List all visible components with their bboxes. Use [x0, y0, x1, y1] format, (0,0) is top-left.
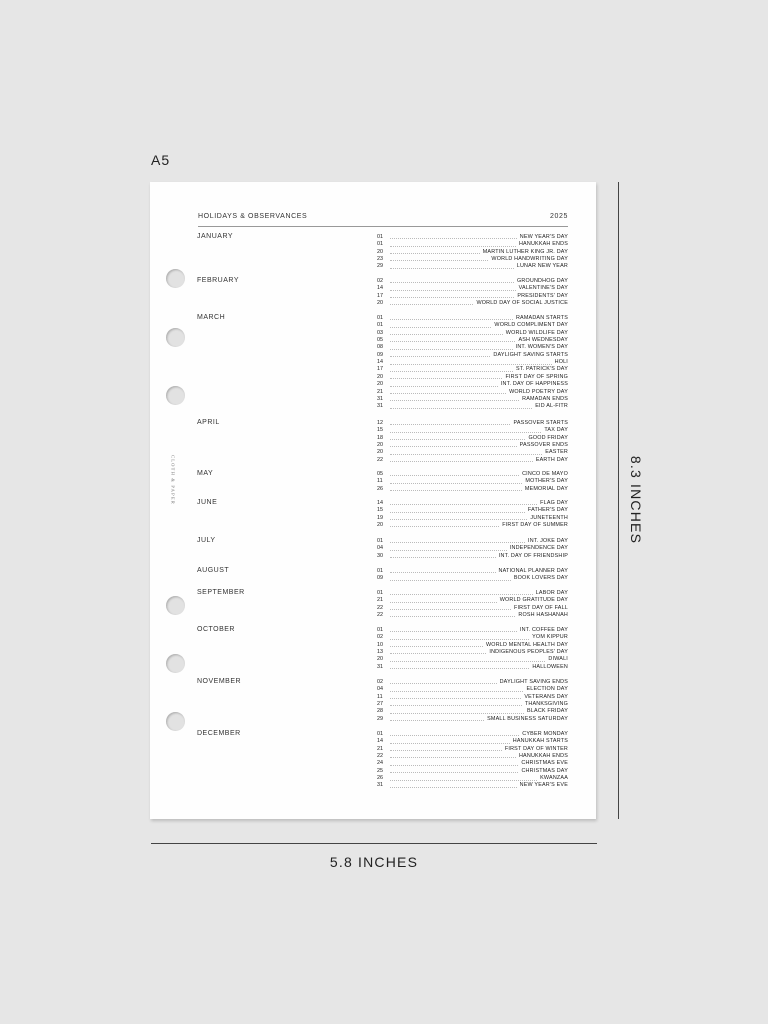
- holiday-name: EARTH DAY: [535, 456, 568, 463]
- holiday-name: ROSH HASHANAH: [518, 612, 568, 619]
- holiday-date: 01: [377, 322, 383, 329]
- dotted-leader: [390, 432, 541, 433]
- brand-mark: CLOTH & PAPER: [170, 455, 176, 505]
- holiday-name: RAMADAN ENDS: [522, 395, 568, 402]
- holiday-date: 22: [377, 753, 383, 760]
- holiday-row: [377, 515, 568, 522]
- holiday-row: [377, 746, 568, 753]
- holiday-row: [377, 679, 568, 686]
- holiday-name: INT. DAY OF HAPPINESS: [500, 381, 568, 388]
- holiday-date: 20: [377, 373, 383, 380]
- holiday-name: MARTIN LUTHER KING JR. DAY: [482, 248, 568, 255]
- dotted-leader: [390, 772, 518, 773]
- holiday-date: 29: [377, 715, 383, 722]
- holiday-row: [377, 507, 568, 514]
- holiday-date: 20: [377, 248, 383, 255]
- holiday-date: 04: [377, 686, 383, 693]
- holiday-name: MOTHER'S DAY: [525, 478, 568, 485]
- holiday-date: 20: [377, 300, 383, 307]
- holiday-date: 03: [377, 329, 383, 336]
- holiday-name: LABOR DAY: [535, 590, 568, 596]
- dotted-leader: [390, 743, 510, 744]
- holiday-date: 22: [377, 612, 383, 619]
- header-divider: [198, 226, 568, 227]
- holiday-date: 14: [377, 500, 383, 506]
- holiday-name: INDIGENOUS PEOPLES' DAY: [489, 649, 568, 656]
- holiday-date: 15: [377, 427, 383, 434]
- holiday-date: 15: [377, 507, 383, 514]
- dotted-leader: [390, 282, 514, 283]
- page-title: HOLIDAYS & OBSERVANCES: [198, 213, 308, 220]
- holiday-name: DIWALI: [548, 656, 568, 663]
- holiday-row: [377, 256, 568, 263]
- holiday-row: [377, 627, 568, 634]
- holiday-date: 27: [377, 701, 383, 708]
- holiday-date: 01: [377, 731, 383, 737]
- holiday-row: [377, 374, 568, 381]
- holiday-name: PASSOVER STARTS: [513, 420, 568, 426]
- holiday-date: 11: [377, 693, 383, 700]
- holiday-row: [377, 352, 568, 359]
- holiday-row: [377, 753, 568, 760]
- dotted-leader: [390, 446, 517, 447]
- dotted-leader: [390, 750, 502, 751]
- dotted-leader: [390, 238, 517, 239]
- month-label: APRIL: [197, 419, 220, 426]
- dotted-leader: [390, 691, 523, 692]
- holiday-row: [377, 285, 568, 292]
- punch-hole: [166, 712, 185, 731]
- holiday-date: 09: [377, 351, 383, 358]
- holiday-date: 20: [377, 522, 383, 529]
- holiday-date: 05: [377, 337, 383, 344]
- holiday-row: [377, 545, 568, 552]
- holiday-name: THANKSGIVING: [524, 701, 568, 708]
- planner-page: [150, 182, 596, 819]
- dotted-leader: [390, 705, 522, 706]
- holiday-name: INT. WOMEN'S DAY: [515, 344, 568, 351]
- dotted-leader: [390, 735, 519, 736]
- dotted-leader: [390, 698, 521, 699]
- holiday-date: 30: [377, 552, 383, 559]
- holiday-name: KWANZAA: [540, 775, 568, 782]
- holiday-name: ASH WEDNESDAY: [518, 337, 568, 344]
- holiday-row: [377, 731, 568, 738]
- dotted-leader: [390, 557, 496, 558]
- holiday-row: [377, 427, 568, 434]
- holiday-row: [377, 330, 568, 337]
- holiday-name: INT. JOKE DAY: [528, 538, 568, 544]
- holiday-row: [377, 538, 568, 545]
- dotted-leader: [390, 550, 507, 551]
- holiday-date: 14: [377, 359, 383, 366]
- dotted-leader: [390, 713, 524, 714]
- holiday-row: [377, 442, 568, 449]
- dotted-leader: [390, 341, 515, 342]
- holiday-row: [377, 664, 568, 671]
- dotted-leader: [390, 439, 525, 440]
- dotted-leader: [390, 475, 519, 476]
- holiday-row: [377, 649, 568, 656]
- dotted-leader: [390, 349, 513, 350]
- holiday-name: MEMORIAL DAY: [524, 485, 568, 492]
- holiday-name: FLAG DAY: [540, 500, 568, 506]
- dotted-leader: [390, 787, 517, 788]
- holiday-date: 05: [377, 471, 383, 477]
- holiday-date: 18: [377, 434, 383, 441]
- dotted-leader: [390, 319, 513, 320]
- month-label: JANUARY: [197, 233, 234, 240]
- holiday-date: 02: [377, 278, 383, 284]
- holiday-row: [377, 435, 568, 442]
- holiday-date: 08: [377, 344, 383, 351]
- dotted-leader: [390, 386, 498, 387]
- holiday-row: [377, 300, 568, 307]
- dotted-leader: [390, 594, 533, 595]
- holiday-date: 02: [377, 679, 383, 685]
- holiday-row: [377, 449, 568, 456]
- dotted-leader: [390, 408, 532, 409]
- holiday-name: DAYLIGHT SAVING ENDS: [499, 679, 568, 685]
- holiday-row: [377, 234, 568, 241]
- holiday-row: [377, 568, 568, 575]
- month-label: MAY: [197, 470, 214, 477]
- holiday-date: 02: [377, 634, 383, 641]
- holiday-date: 29: [377, 263, 383, 270]
- holiday-name: HANUKKAH ENDS: [518, 753, 568, 760]
- holiday-name: FIRST DAY OF SUMMER: [502, 522, 568, 529]
- height-dimension-line: [618, 182, 619, 819]
- holiday-row: [377, 396, 568, 403]
- month-label: JUNE: [197, 499, 218, 506]
- month-label: NOVEMBER: [197, 678, 242, 685]
- dotted-leader: [390, 268, 514, 269]
- holiday-date: 22: [377, 456, 383, 463]
- dotted-leader: [390, 260, 488, 261]
- holiday-row: [377, 420, 568, 427]
- holiday-date: 14: [377, 285, 383, 292]
- holiday-row: [377, 701, 568, 708]
- holiday-name: NEW YEAR'S EVE: [519, 782, 568, 789]
- holiday-name: GOOD FRIDAY: [528, 434, 568, 441]
- size-label: A5: [151, 152, 171, 168]
- dotted-leader: [390, 461, 533, 462]
- punch-hole: [166, 386, 185, 405]
- month-label: SEPTEMBER: [197, 589, 245, 596]
- dotted-leader: [390, 483, 522, 484]
- dotted-leader: [390, 653, 486, 654]
- dotted-leader: [390, 683, 497, 684]
- holiday-name: RAMADAN STARTS: [515, 315, 568, 321]
- width-dimension-line: [151, 843, 597, 844]
- dotted-leader: [390, 297, 514, 298]
- holiday-name: EASTER: [545, 449, 568, 456]
- holiday-date: 14: [377, 738, 383, 745]
- dotted-leader: [390, 780, 537, 781]
- dotted-leader: [390, 356, 490, 357]
- dotted-leader: [390, 504, 537, 505]
- dotted-leader: [390, 400, 519, 401]
- holiday-row: [377, 344, 568, 351]
- dotted-leader: [390, 639, 529, 640]
- holiday-row: [377, 642, 568, 649]
- dotted-leader: [390, 364, 552, 365]
- dotted-leader: [390, 454, 542, 455]
- holiday-row: [377, 612, 568, 619]
- dotted-leader: [390, 378, 502, 379]
- holiday-name: WORLD POETRY DAY: [509, 388, 568, 395]
- holiday-name: PRESIDENTS' DAY: [517, 292, 568, 299]
- holiday-row: [377, 241, 568, 248]
- dotted-leader: [390, 526, 499, 527]
- dotted-leader: [390, 646, 483, 647]
- holiday-row: [377, 486, 568, 493]
- holiday-row: [377, 597, 568, 604]
- holiday-name: HANUKKAH ENDS: [518, 241, 568, 248]
- holiday-name: FATHER'S DAY: [527, 507, 568, 514]
- holiday-date: 31: [377, 663, 383, 670]
- holiday-name: NEW YEAR'S DAY: [519, 234, 568, 240]
- holiday-name: EID AL-FITR: [535, 403, 568, 410]
- holiday-date: 31: [377, 782, 383, 789]
- holiday-name: PASSOVER ENDS: [519, 442, 568, 449]
- holiday-row: [377, 366, 568, 373]
- holiday-date: 01: [377, 590, 383, 596]
- dotted-leader: [390, 572, 496, 573]
- dotted-leader: [390, 631, 517, 632]
- holiday-date: 01: [377, 538, 383, 544]
- holiday-name: CYBER MONDAY: [522, 731, 568, 737]
- holiday-name: CHRISTMAS EVE: [521, 760, 568, 767]
- holiday-row: [377, 782, 568, 789]
- holiday-row: [377, 500, 568, 507]
- dotted-leader: [390, 616, 515, 617]
- holiday-row: [377, 716, 568, 723]
- holiday-date: 20: [377, 449, 383, 456]
- month-label: MARCH: [197, 314, 226, 321]
- holiday-date: 09: [377, 575, 383, 582]
- holiday-date: 20: [377, 381, 383, 388]
- holiday-row: [377, 403, 568, 410]
- holiday-date: 11: [377, 478, 383, 485]
- dotted-leader: [390, 246, 516, 247]
- month-label: AUGUST: [197, 567, 230, 574]
- month-label: JULY: [197, 537, 216, 544]
- holiday-date: 17: [377, 292, 383, 299]
- holiday-date: 17: [377, 366, 383, 373]
- holiday-name: LUNAR NEW YEAR: [516, 263, 568, 270]
- holiday-name: CHRISTMAS DAY: [521, 767, 568, 774]
- holiday-row: [377, 575, 568, 582]
- holiday-name: BLACK FRIDAY: [527, 708, 568, 715]
- holiday-name: GROUNDHOG DAY: [516, 278, 568, 284]
- holiday-row: [377, 322, 568, 329]
- holiday-row: [377, 478, 568, 485]
- holiday-name: ELECTION DAY: [526, 686, 568, 693]
- holiday-name: WORLD GRATITUDE DAY: [499, 597, 568, 604]
- holiday-name: JUNETEENTH: [530, 514, 568, 521]
- holiday-date: 21: [377, 388, 383, 395]
- punch-hole: [166, 328, 185, 347]
- holiday-row: [377, 760, 568, 767]
- dotted-leader: [390, 253, 480, 254]
- dotted-leader: [390, 661, 545, 662]
- month-label: OCTOBER: [197, 626, 235, 633]
- holiday-row: [377, 315, 568, 322]
- holiday-name: VETERANS DAY: [524, 693, 568, 700]
- holiday-row: [377, 553, 568, 560]
- holiday-name: HANUKKAH STARTS: [512, 738, 568, 745]
- holiday-row: [377, 249, 568, 256]
- holiday-row: [377, 389, 568, 396]
- dotted-leader: [390, 424, 510, 425]
- holiday-date: 22: [377, 604, 383, 611]
- holiday-name: HALLOWEEN: [532, 663, 568, 670]
- holiday-date: 31: [377, 395, 383, 402]
- dotted-leader: [390, 327, 491, 328]
- height-label: 8.3 INCHES: [628, 455, 644, 545]
- dotted-leader: [390, 668, 529, 669]
- holiday-row: [377, 686, 568, 693]
- holiday-date: 01: [377, 241, 383, 248]
- holiday-name: NATIONAL PLANNER DAY: [498, 568, 568, 574]
- punch-hole: [166, 269, 185, 288]
- punch-hole: [166, 654, 185, 673]
- dotted-leader: [390, 371, 513, 372]
- dotted-leader: [390, 602, 497, 603]
- holiday-row: [377, 634, 568, 641]
- holiday-row: [377, 694, 568, 701]
- holiday-name: ST. PATRICK'S DAY: [515, 366, 568, 373]
- holiday-name: HOLI: [554, 359, 568, 366]
- holiday-date: 01: [377, 627, 383, 633]
- holiday-row: [377, 293, 568, 300]
- dotted-leader: [390, 580, 511, 581]
- holiday-row: [377, 522, 568, 529]
- holiday-name: INT. COFFEE DAY: [519, 627, 568, 633]
- holiday-date: 20: [377, 442, 383, 449]
- holiday-date: 21: [377, 745, 383, 752]
- holiday-row: [377, 337, 568, 344]
- holiday-name: TAX DAY: [544, 427, 568, 434]
- holiday-date: 26: [377, 775, 383, 782]
- dotted-leader: [390, 542, 525, 543]
- holiday-date: 28: [377, 708, 383, 715]
- dotted-leader: [390, 334, 503, 335]
- dotted-leader: [390, 757, 516, 758]
- holiday-name: FIRST DAY OF FALL: [513, 604, 568, 611]
- holiday-name: FIRST DAY OF SPRING: [505, 373, 568, 380]
- holiday-name: INT. DAY OF FRIENDSHIP: [498, 552, 568, 559]
- holiday-name: YOM KIPPUR: [532, 634, 568, 641]
- month-label: FEBRUARY: [197, 277, 239, 284]
- holiday-row: [377, 738, 568, 745]
- holiday-row: [377, 768, 568, 775]
- holiday-row: [377, 590, 568, 597]
- year-label: 2025: [550, 213, 568, 220]
- holiday-date: 01: [377, 234, 383, 240]
- holiday-name: WORLD COMPLIMENT DAY: [494, 322, 568, 329]
- holiday-row: [377, 775, 568, 782]
- dotted-leader: [390, 720, 484, 721]
- holiday-name: WORLD MENTAL HEALTH DAY: [486, 641, 568, 648]
- holiday-name: WORLD WILDLIFE DAY: [505, 329, 568, 336]
- holiday-name: SMALL BUSINESS SATURDAY: [487, 715, 568, 722]
- holiday-row: [377, 278, 568, 285]
- holiday-name: VALENTINE'S DAY: [518, 285, 568, 292]
- holiday-row: [377, 605, 568, 612]
- dotted-leader: [390, 609, 511, 610]
- holiday-name: INDEPENDENCE DAY: [509, 545, 568, 552]
- dotted-leader: [390, 304, 473, 305]
- holiday-date: 01: [377, 315, 383, 321]
- month-label: DECEMBER: [197, 730, 241, 737]
- holiday-date: 01: [377, 568, 383, 574]
- holiday-date: 21: [377, 597, 383, 604]
- holiday-row: [377, 263, 568, 270]
- holiday-name: WORLD DAY OF SOCIAL JUSTICE: [476, 300, 568, 307]
- holiday-name: DAYLIGHT SAVING STARTS: [493, 351, 568, 358]
- holiday-row: [377, 457, 568, 464]
- holiday-date: 23: [377, 256, 383, 263]
- holiday-row: [377, 471, 568, 478]
- holiday-date: 19: [377, 514, 383, 521]
- holiday-row: [377, 656, 568, 663]
- holiday-row: [377, 708, 568, 715]
- holiday-date: 31: [377, 403, 383, 410]
- holiday-name: WORLD HANDWRITING DAY: [491, 256, 568, 263]
- holiday-name: FIRST DAY OF WINTER: [504, 745, 568, 752]
- dotted-leader: [390, 519, 527, 520]
- holiday-date: 04: [377, 545, 383, 552]
- dotted-leader: [390, 393, 506, 394]
- holiday-row: [377, 359, 568, 366]
- width-label: 5.8 INCHES: [329, 854, 419, 870]
- holiday-row: [377, 381, 568, 388]
- dotted-leader: [390, 512, 525, 513]
- holiday-date: 10: [377, 641, 383, 648]
- dotted-leader: [390, 290, 516, 291]
- punch-hole: [166, 596, 185, 615]
- holiday-date: 24: [377, 760, 383, 767]
- holiday-date: 26: [377, 485, 383, 492]
- holiday-date: 12: [377, 420, 383, 426]
- dotted-leader: [390, 490, 522, 491]
- dotted-leader: [390, 765, 518, 766]
- holiday-name: CINCO DE MAYO: [522, 471, 568, 477]
- holiday-date: 25: [377, 767, 383, 774]
- holiday-name: BOOK LOVERS DAY: [513, 575, 568, 582]
- holiday-date: 20: [377, 656, 383, 663]
- holiday-date: 13: [377, 649, 383, 656]
